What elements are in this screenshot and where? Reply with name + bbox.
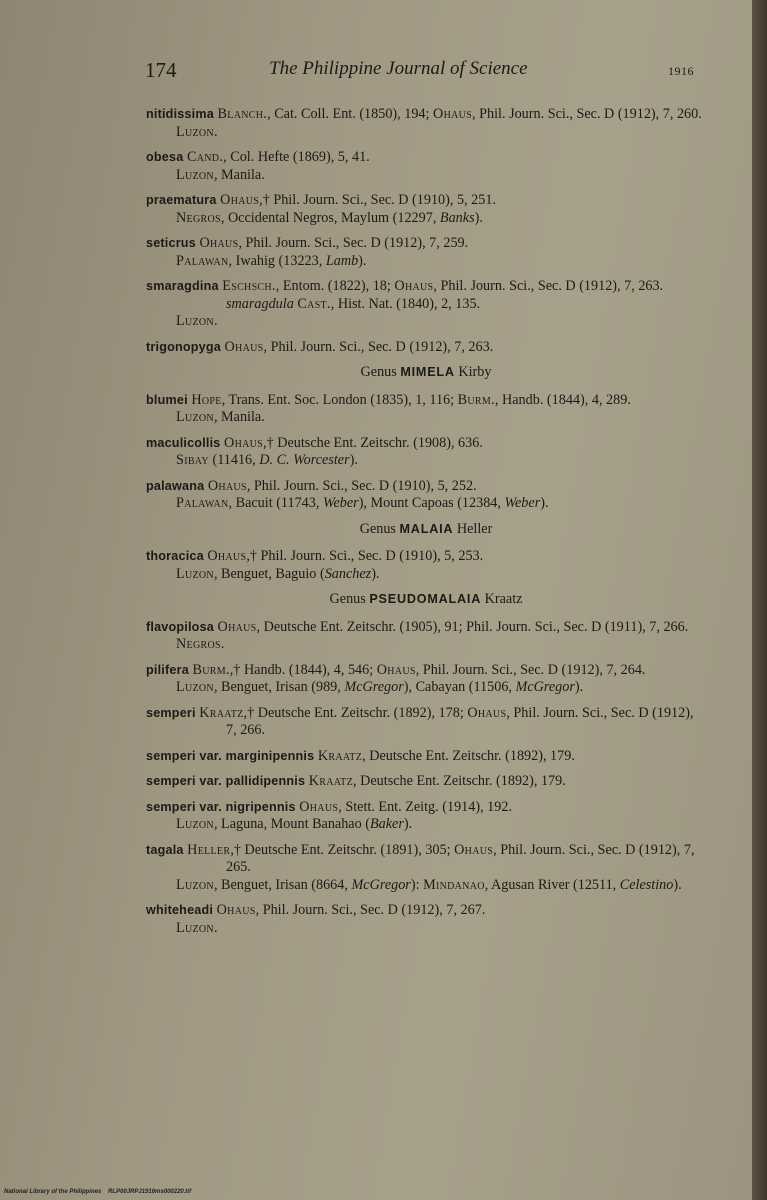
citation: seticrus Ohaus, Phil. Journ. Sci., Sec. D (1912), 7, 259. bbox=[146, 235, 469, 251]
book-binding-edge bbox=[752, 0, 767, 1200]
citation: nitidissima Blanch., Cat. Coll. Ent. (1850), 194; Ohaus, Phil. Journ. Sci., Sec. D (1912), 7, 260. bbox=[146, 106, 702, 122]
citation: palawana Ohaus, Phil. Journ. Sci., Sec. D (1910), 5, 252. bbox=[146, 477, 477, 494]
species-entry bbox=[146, 662, 706, 697]
species-name: semperi var. marginipennis bbox=[146, 748, 315, 763]
locality: Luzon. bbox=[176, 919, 218, 936]
citation: semperi var. pallidipennis Kraatz, Deutsche Ent. Zeitschr. (1892), 179. bbox=[146, 773, 566, 789]
page-number: 174 bbox=[145, 58, 177, 82]
locality: Luzon, Benguet, Irisan (989, McGregor), Cabayan (11506, McGregor). bbox=[176, 679, 584, 695]
citation: flavopilosa Ohaus, Deutsche Ent. Zeitschr. (1905), 91; Phil. Journ. Sci., Sec. D (1911), 7, 266. bbox=[146, 618, 689, 635]
locality: Negros, Occidental Negros, Maylum (12297, Banks). bbox=[176, 209, 483, 226]
locality: Luzon. bbox=[176, 313, 218, 329]
locality: Luzon, Manila. bbox=[176, 166, 265, 183]
species-list bbox=[146, 106, 706, 945]
species-entry bbox=[146, 799, 706, 834]
species-name: blumei bbox=[146, 392, 188, 407]
citation: pilifera Burm.,† Handb. (1844), 4, 546; Ohaus, Phil. Journ. Sci., Sec. D (1912), 7, 264. bbox=[146, 661, 646, 678]
journal-title: The Philippine Journal of Science bbox=[269, 58, 528, 79]
species-name: nitidissima bbox=[146, 107, 214, 121]
species-entry bbox=[146, 339, 706, 357]
citation: maculicollis Ohaus,† Deutsche Ent. Zeitschr. (1908), 636. bbox=[146, 434, 483, 451]
species-name: whiteheadi bbox=[146, 903, 214, 917]
locality: Luzon, Benguet, Irisan (8664, McGregor): Mindanao, Agusan River (12511, Celestino). bbox=[176, 876, 682, 893]
species-entry bbox=[146, 705, 706, 740]
species-entry bbox=[146, 192, 706, 227]
species-entry bbox=[146, 773, 706, 791]
citation: smaragdina Eschsch., Entom. (1822), 18; Ohaus, Phil. Journ. Sci., Sec. D (1912), 7, 263. bbox=[146, 278, 664, 294]
species-entry bbox=[146, 619, 706, 654]
locality: Luzon, Benguet, Baguio (Sanchez). bbox=[176, 565, 380, 582]
species-entry bbox=[146, 478, 706, 513]
locality: Sibay (11416, D. C. Worcester). bbox=[176, 452, 358, 468]
species-name: trigonopyga bbox=[146, 339, 221, 354]
citation: praematura Ohaus,† Phil. Journ. Sci., Sec. D (1910), 5, 251. bbox=[146, 192, 496, 208]
citation: tagala Heller,† Deutsche Ent. Zeitschr. (1891), 305; Ohaus, Phil. Journ. Sci., Sec. D (1912), 7, 265. bbox=[146, 841, 695, 875]
species-name: semperi var. nigripennis bbox=[146, 799, 296, 814]
locality: Luzon, Manila. bbox=[176, 409, 265, 425]
species-entry bbox=[146, 106, 706, 141]
citation: blumei Hope, Trans. Ent. Soc. London (1835), 1, 116; Burm., Handb. (1844), 4, 289. bbox=[146, 391, 631, 408]
locality: Palawan, Iwahig (13223, Lamb). bbox=[176, 252, 367, 269]
species-name: seticrus bbox=[146, 236, 196, 250]
species-entry bbox=[146, 435, 706, 470]
species-name: pilifera bbox=[146, 662, 189, 677]
species-name: tagala bbox=[146, 842, 184, 857]
genus-heading: Genus MIMELA Kirby bbox=[360, 364, 492, 380]
locality: Negros. bbox=[176, 636, 225, 652]
species-entry bbox=[146, 392, 706, 427]
page-header bbox=[0, 58, 752, 88]
species-entry bbox=[146, 235, 706, 270]
species-name: thoracica bbox=[146, 549, 204, 563]
citation: semperi var. marginipennis Kraatz, Deutsche Ent. Zeitschr. (1892), 179. bbox=[146, 747, 575, 764]
citation: thoracica Ohaus,† Phil. Journ. Sci., Sec. D (1910), 5, 253. bbox=[146, 548, 484, 564]
citation: whiteheadi Ohaus, Phil. Journ. Sci., Sec. D (1912), 7, 267. bbox=[146, 902, 486, 918]
species-entry bbox=[146, 149, 706, 184]
species-name: palawana bbox=[146, 478, 205, 493]
species-name: flavopilosa bbox=[146, 619, 214, 634]
species-entry bbox=[146, 842, 706, 895]
genus-heading: Genus MALAIA Heller bbox=[359, 520, 493, 537]
locality: Luzon, Laguna, Mount Banahao (Baker). bbox=[176, 816, 413, 832]
citation: semperi var. nigripennis Ohaus, Stett. Ent. Zeitg. (1914), 192. bbox=[146, 798, 512, 815]
genus-heading: Genus PSEUDOMALAIA Kraatz bbox=[329, 591, 523, 607]
scan-footer: National Library of the Philippines RLP00JRPJ1916ms000220.tif bbox=[4, 1189, 192, 1195]
species-entry bbox=[146, 548, 706, 583]
species-entry bbox=[146, 278, 706, 331]
publication-year: 1916 bbox=[668, 64, 694, 78]
citation: obesa Cand., Col. Hefte (1869), 5, 41. bbox=[146, 149, 370, 165]
species-name: smaragdina bbox=[146, 279, 219, 293]
synonym: smaragdula Cast., Hist. Nat. (1840), 2, 135. bbox=[226, 295, 481, 312]
citation: semperi Kraatz,† Deutsche Ent. Zeitschr. (1892), 178; Ohaus, Phil. Journ. Sci., Sec. D (1912), 7, 266. bbox=[146, 704, 694, 738]
species-name: semperi bbox=[146, 705, 196, 720]
locality: Palawan, Bacuit (11743, Weber), Mount Capoas (12384, Weber). bbox=[176, 495, 549, 511]
species-name: semperi var. pallidipennis bbox=[146, 774, 306, 788]
citation: trigonopyga Ohaus, Phil. Journ. Sci., Sec. D (1912), 7, 263. bbox=[146, 338, 494, 355]
species-entry bbox=[146, 902, 706, 937]
species-name: obesa bbox=[146, 150, 184, 164]
species-name: maculicollis bbox=[146, 435, 221, 450]
species-entry bbox=[146, 748, 706, 766]
species-name: praematura bbox=[146, 193, 217, 207]
locality: Luzon. bbox=[176, 123, 218, 140]
